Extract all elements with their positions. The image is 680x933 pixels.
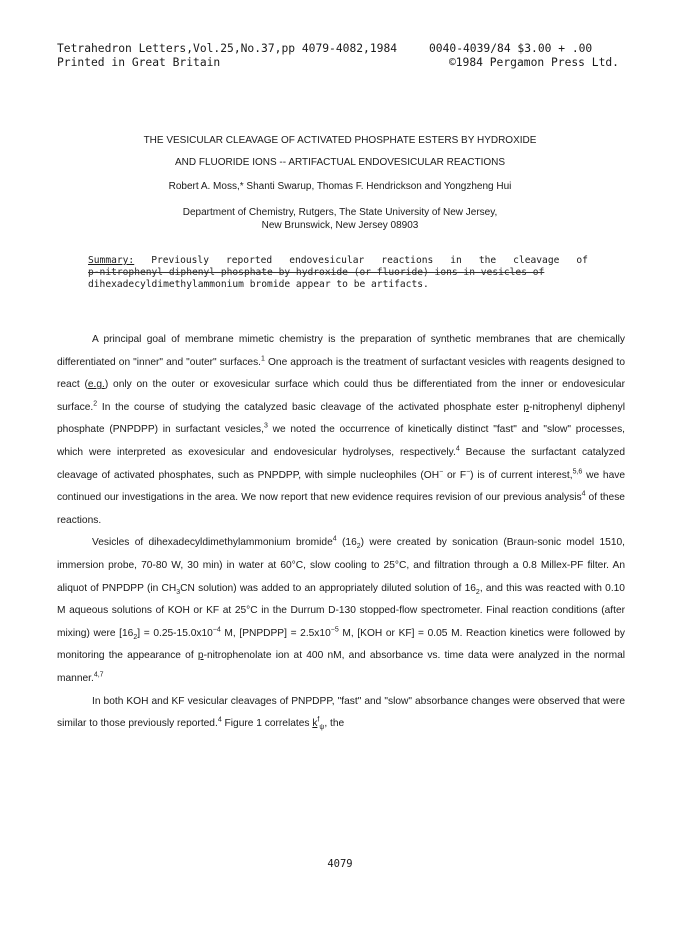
ref-superscript: 3 bbox=[263, 422, 268, 430]
ref-superscript: 4 bbox=[332, 535, 337, 543]
ref-superscript: 2 bbox=[93, 400, 98, 408]
ref-superscript: 4 bbox=[217, 716, 222, 724]
summary-word: of bbox=[576, 255, 588, 266]
summary-word: endovesicular bbox=[289, 255, 365, 266]
summary-word: Previously bbox=[151, 255, 209, 266]
summary-label: Summary: bbox=[88, 255, 135, 266]
price-code: 0040-4039/84 $3.00 + .00 bbox=[429, 42, 593, 55]
summary bbox=[88, 255, 588, 291]
ref-superscript: 4 bbox=[455, 445, 460, 453]
title-line-2: AND FLUORIDE IONS -- ARTIFACTUAL ENDOVESICULAR REACTIONS bbox=[174, 157, 506, 168]
summary-text: p-nitrophenyl diphenyl phosphate by hydroxide (or fluoride) ions in vesicles of bbox=[88, 267, 545, 278]
paragraph-3: In both KOH and KF vesicular cleavages of PNPDPP, "fast" and "slow" absorbance changes were observed that were similar to those previously reported.$^4$ Figure 1 correlates $k^f_\psi$, the bbox=[57, 695, 625, 732]
ref-superscript: 5,6 bbox=[572, 468, 583, 476]
affiliation-line-1: Department of Chemistry, Rutgers, The State University of New Jersey, bbox=[182, 207, 498, 218]
summary-line-1 bbox=[88, 255, 588, 267]
summary-word: the bbox=[478, 255, 497, 266]
summary-word: reactions bbox=[381, 255, 434, 266]
summary-word: reported bbox=[225, 255, 273, 266]
summary-line-2 bbox=[88, 267, 588, 279]
body-text bbox=[57, 329, 625, 736]
summary-word: in bbox=[450, 255, 462, 266]
page-number: 4079 bbox=[327, 858, 353, 870]
printed-in: Printed in Great Britain bbox=[57, 56, 221, 69]
summary-line-3 bbox=[88, 279, 588, 291]
affiliation-line-2: New Brunswick, New Jersey 08903 bbox=[261, 220, 419, 231]
ref-superscript: 1 bbox=[261, 355, 265, 363]
authors: Robert A. Moss,* Shanti Swarup, Thomas F. Hendrickson and Yongzheng Hui bbox=[168, 181, 512, 192]
summary-text: dihexadecyldimethylammonium bromide appear to be artifacts. bbox=[88, 279, 429, 290]
ref-superscript: 4 bbox=[581, 490, 586, 498]
copyright: ©1984 Pergamon Press Ltd. bbox=[448, 56, 619, 69]
journal-citation: Tetrahedron Letters,Vol.25,No.37,pp 4079-4082,1984 bbox=[57, 42, 398, 55]
paragraph-1: A principal goal of membrane mimetic chemistry is the preparation of synthetic membranes that are chemically differentiated on "inner" and "outer" surfaces.$^1$ One approach is the treatment of surfactant vesicles with reagents designed to react (e.g.) only on the outer or exovesicular surface which could thus be differentiated from the inner or endovesicular surface.$^2$ In the course of studying the catalyzed basic cleavage of the activated phosphate ester p-nitrophenyl diphenyl phosphate (PNPDPP) in surfactant vesicles,$^3$ we noted the occurrence of kinetically distinct "fast" and "slow" processes, which were interpreted as exovesicular and endovesicular hydrolyses, respectively.$^4$ Because the surfactant catalyzed cleavage of activated phosphates, such as PNPDPP, with simple nucleophiles (OH− or F−) is of current interest,$^{5,6}$ we have continued our investigations in the area. We now report that new evidence requires revision of our previous analysis$^4$ of these reactions. bbox=[57, 334, 626, 526]
title-line-1: THE VESICULAR CLEAVAGE OF ACTIVATED PHOSPHATE ESTERS BY HYDROXIDE bbox=[143, 135, 537, 146]
summary-word: cleavage bbox=[513, 255, 560, 266]
paragraph-2: Vesicles of dihexadecyldimethylammonium bromide$^4$ $(16_2)$ were created by sonication (Braun-sonic model 1510, immersion probe, 70-80 W, 30 min) in water at 60°C, slow cooling to 25°C, and filtration through a 0.8 Millex-PF filter. An aliquot of PNPDPP (in $CH_3CN$ solution) was added to an appropriately diluted solution of $16_2$, and this was reacted with 0.10 M aqueous solutions of KOH or KF at 25°C in the Durrum D-130 stopped-flow spectrometer. Final reaction conditions (after mixing) were $[16_2] = 0.25-15.0x10^{-4}$ M, [PNPDPP] = $2.5x10^{-5}$ M, [KOH or KF] = 0.05 M. Reaction kinetics were followed by monitoring the appearance of p-nitrophenolate ion at 400 nM, and absorbance vs. time data were analyzed in the normal manner.$^{4,7}$ bbox=[57, 535, 625, 684]
ref-superscript: 4,7 bbox=[93, 671, 104, 679]
